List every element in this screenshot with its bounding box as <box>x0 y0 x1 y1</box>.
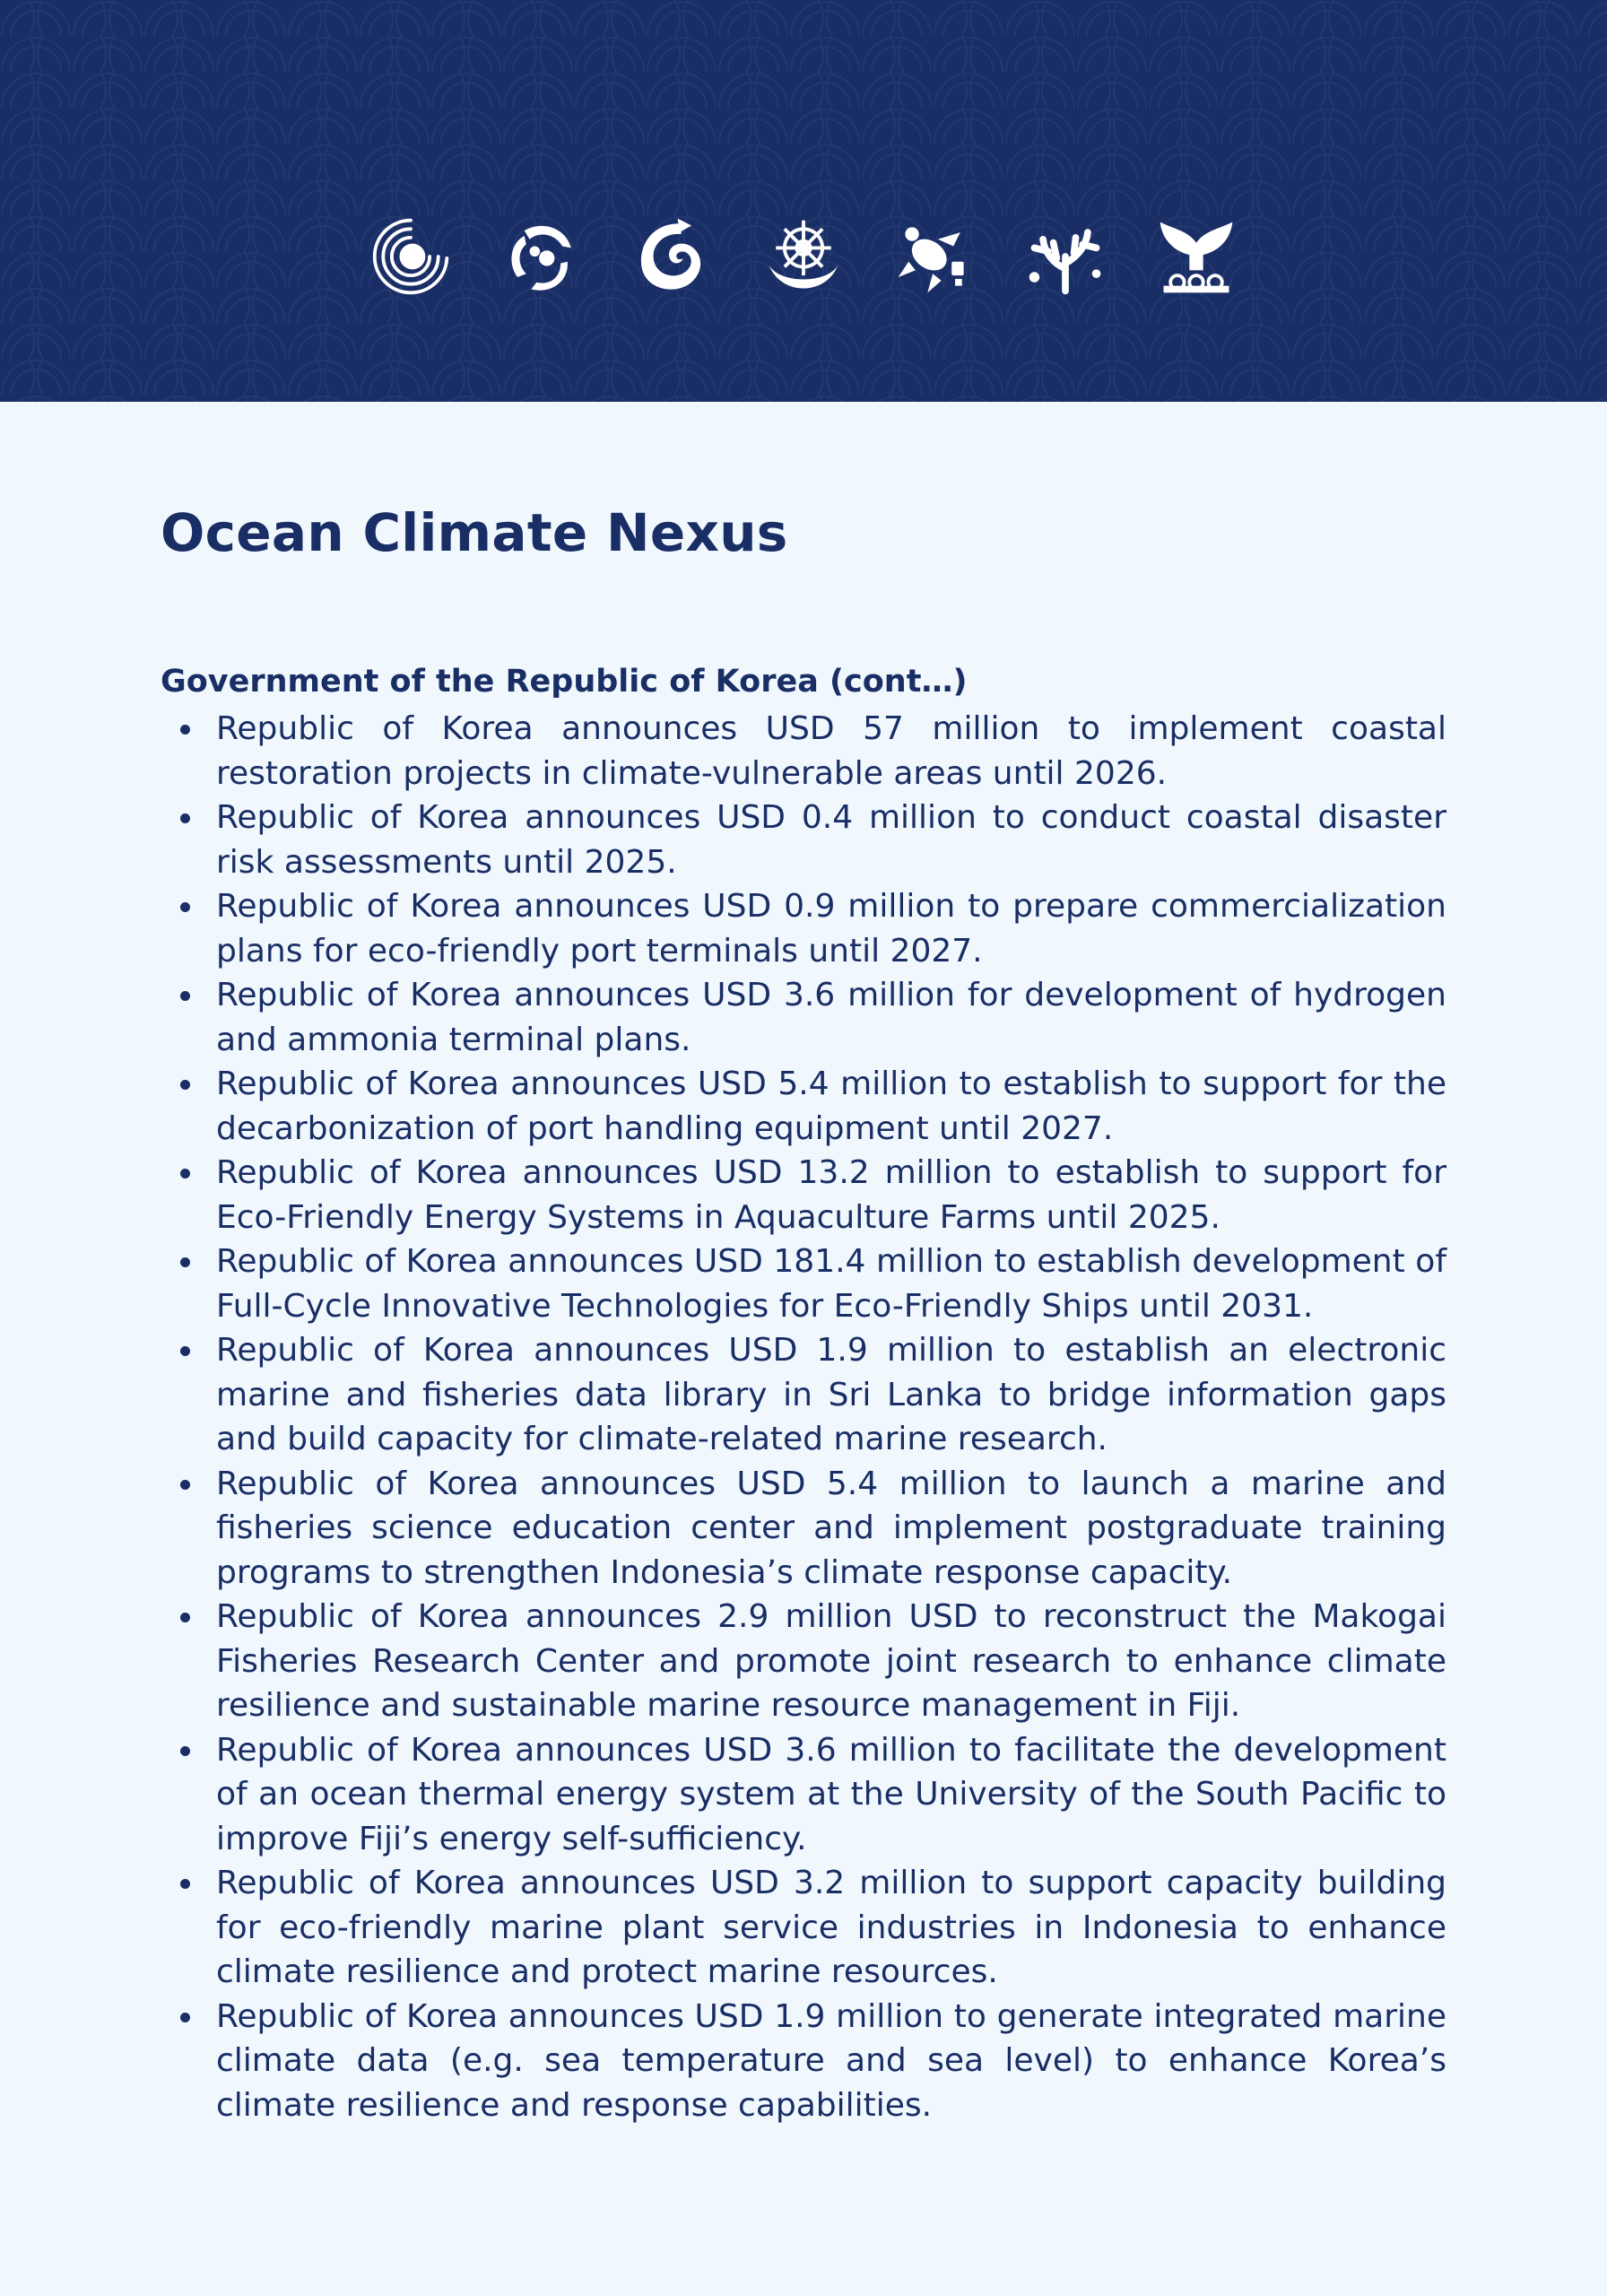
header-icon-row <box>0 213 1607 303</box>
list-item: Republic of Korea announces USD 5.4 million to launch a marine and fisheries science education center and implement postgraduate training programs to strengthen Indonesia’s climate response capacity. <box>216 1462 1446 1596</box>
list-item: Republic of Korea announces USD 57 million to implement coastal restoration projects in climate-vulnerable areas until 2026. <box>216 707 1446 796</box>
page-title: Ocean Climate Nexus <box>161 502 788 563</box>
list-item: Republic of Korea announces USD 13.2 million to establish to support for Eco-Friendly Energy Systems in Aquaculture Farms until 2025. <box>216 1151 1446 1239</box>
list-item: Republic of Korea announces USD 3.6 million to facilitate the development of an ocean thermal energy system at the University of the South Pacific to improve Fiji’s energy self-sufficiency. <box>216 1728 1446 1862</box>
ship-wheel-icon <box>760 213 847 300</box>
list-item: Republic of Korea announces USD 5.4 million to establish to support for the decarbonization of port handling equipment until 2027. <box>216 1062 1446 1151</box>
list-item: Republic of Korea announces 2.9 million USD to reconstruct the Makogai Fisheries Research Center and promote joint research to enhance climate resilience and sustainable marine resource management in Fiji. <box>216 1595 1446 1728</box>
list-item: Republic of Korea announces USD 1.9 million to generate integrated marine climate data (e.g. sea temperature and sea level) to enhance Korea’s climate resilience and response capabilities. <box>216 1995 1446 2128</box>
announcement-list <box>161 707 1446 2127</box>
list-item: Republic of Korea announces USD 3.2 million to support capacity building for eco-friendly marine plant service industries in Indonesia to enhance climate resilience and protect marine resources. <box>216 1861 1446 1995</box>
wave-icon <box>630 213 716 300</box>
list-item: Republic of Korea announces USD 181.4 million to establish development of Full-Cycle Innovative Technologies for Eco-Friendly Ships until 2031. <box>216 1239 1446 1328</box>
ocean-swirl-icon <box>368 213 454 300</box>
section-title: Government of the Republic of Korea (cont…) <box>161 664 968 700</box>
header-banner <box>0 0 1607 402</box>
document-body <box>161 502 1446 2127</box>
list-item: Republic of Korea announces USD 1.9 million to establish an electronic marine and fisheries data library in Sri Lanka to bridge information gaps and build capacity for climate-related marine research. <box>216 1328 1446 1462</box>
fish-cycle-icon <box>499 213 585 300</box>
list-item: Republic of Korea announces USD 0.9 million to prepare commercialization plans for eco-friendly port terminals until 2027. <box>216 884 1446 973</box>
list-item: Republic of Korea announces USD 3.6 million for development of hydrogen and ammonia terminal plans. <box>216 973 1446 1062</box>
wave-pattern-background <box>0 0 1607 402</box>
whale-tail-icon <box>1153 213 1239 300</box>
list-item: Republic of Korea announces USD 0.4 million to conduct coastal disaster risk assessments until 2025. <box>216 796 1446 884</box>
turtle-icon <box>891 213 977 300</box>
coral-icon <box>1022 213 1108 300</box>
